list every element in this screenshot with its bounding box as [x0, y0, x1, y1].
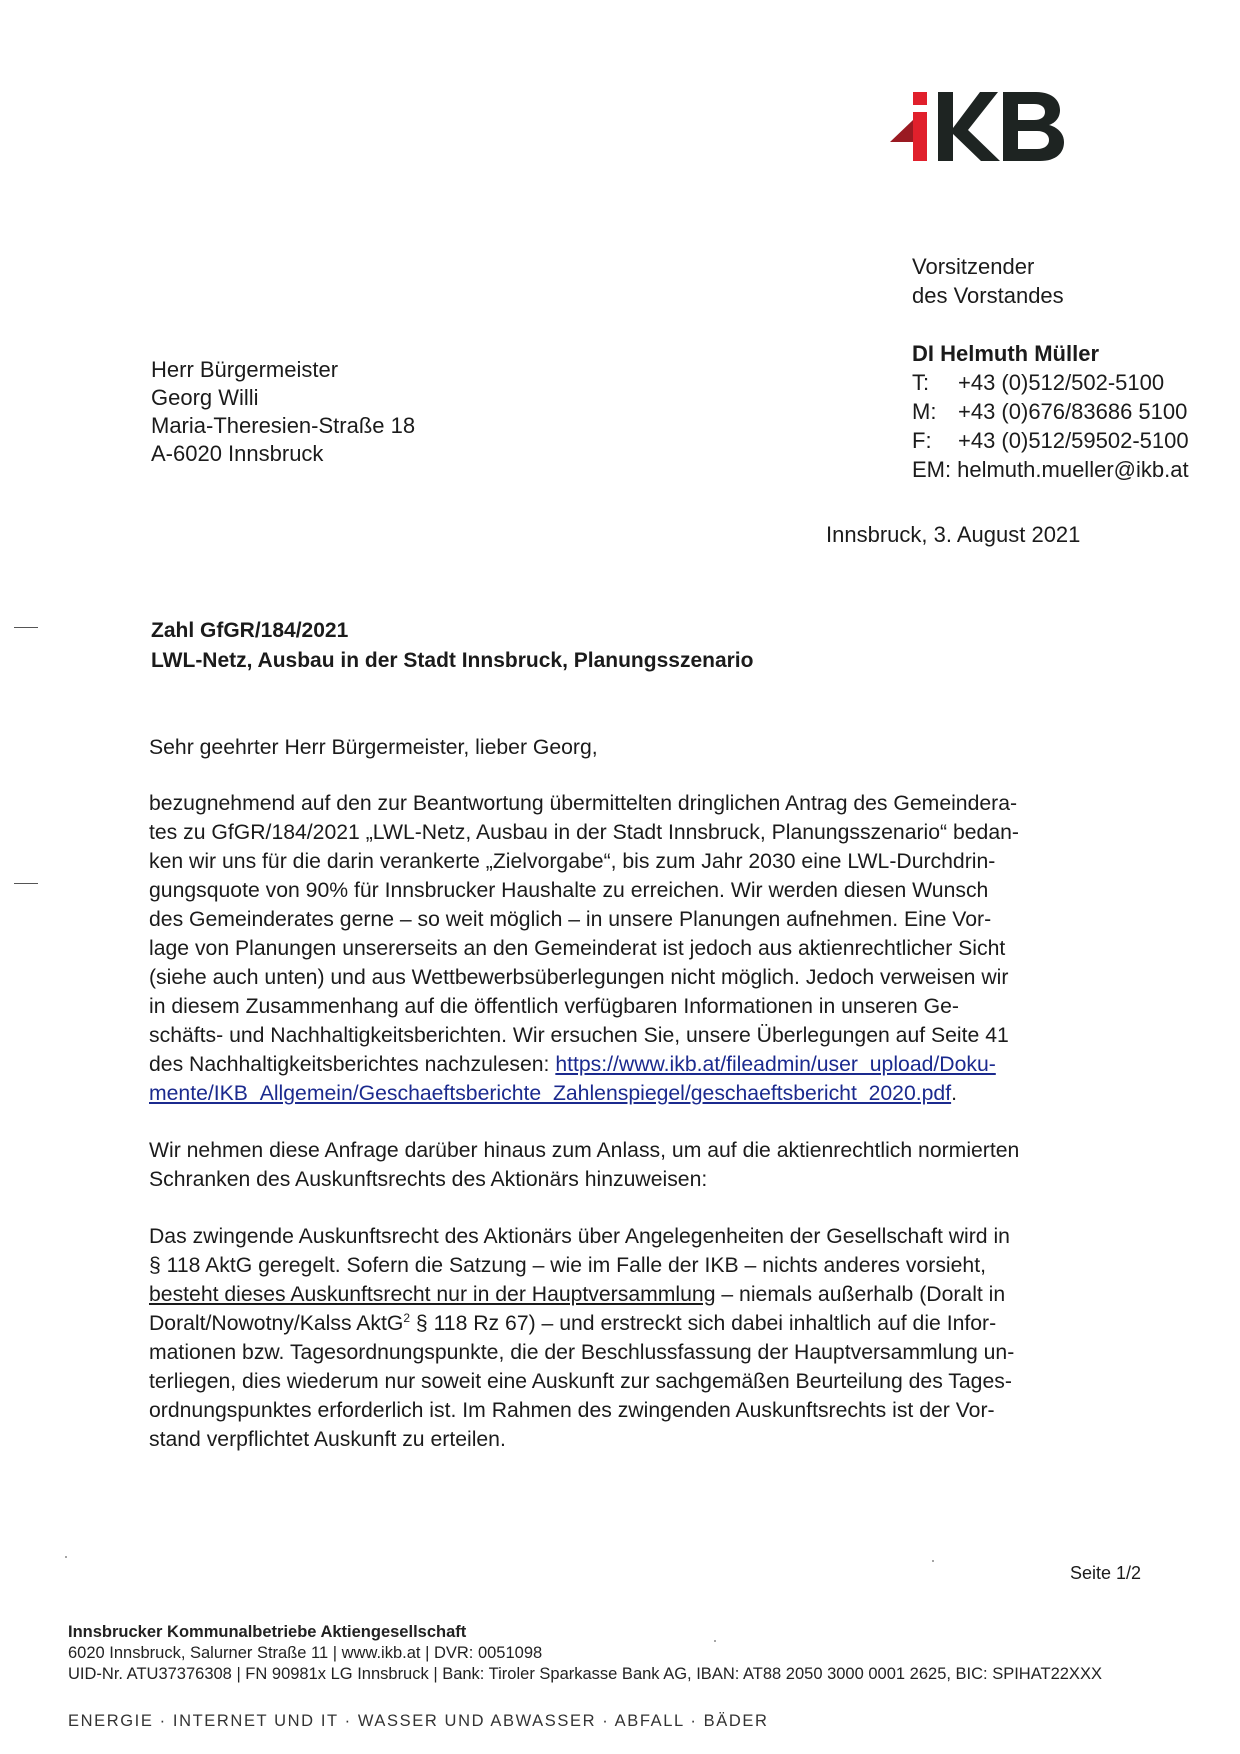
- link-suffix: .: [951, 1082, 957, 1105]
- body-line: ken wir uns für die darin verankerte „Zielvorgabe“, bis zum Jahr 2030 eine LWL-Durchdrin-: [149, 850, 996, 873]
- body-line: [149, 1280, 1089, 1309]
- contact-value: +43 (0)512/502-5100: [958, 370, 1165, 395]
- footer-business-sectors: ENERGIE · INTERNET UND IT · WASSER UND ABWASSER · ABFALL · BÄDER: [68, 1712, 769, 1730]
- contact-label: EM:: [912, 457, 952, 482]
- body-line: Das zwingende Auskunftsrecht des Aktionärs über Angelegenheiten der Gesellschaft wird in: [149, 1225, 1010, 1248]
- sender-block: [912, 252, 1189, 484]
- link-prefix: des Nachhaltigkeitsberichtes nachzulesen:: [149, 1053, 556, 1076]
- contact-email-value[interactable]: helmuth.mueller@ikb.at: [957, 457, 1189, 482]
- body-line: § 118 AktG geregelt. Sofern die Satzung – wie im Falle der IKB – nichts anderes vorsieht,: [149, 1254, 986, 1277]
- contact-label: F:: [912, 428, 932, 453]
- sender-name: DI Helmuth Müller: [912, 341, 1100, 366]
- body-line: Wir nehmen diese Anfrage darüber hinaus zum Anlass, um auf die aktienrechtlich normierten: [149, 1139, 1020, 1162]
- fold-mark-bottom: [14, 883, 38, 884]
- contact-fax: [912, 426, 1189, 455]
- body-text: – niemals außerhalb (Doralt in: [715, 1283, 1006, 1306]
- recipient-line2: Georg Willi: [151, 385, 259, 410]
- contact-mobile: [912, 397, 1189, 426]
- company-footer: [68, 1622, 1102, 1685]
- report-link-part2[interactable]: mente/IKB_Allgemein/Geschaeftsberichte_Zahlenspiegel/geschaeftsbericht_2020.pdf: [149, 1082, 952, 1105]
- page-number: Seite 1/2: [1070, 1563, 1142, 1583]
- body-line: in diesem Zusammenhang auf die öffentlich verfügbaren Informationen in unseren Ge-: [149, 995, 959, 1018]
- recipient-line1: Herr Bürgermeister: [151, 357, 339, 382]
- subject: [151, 616, 753, 676]
- scan-speck: [65, 1556, 67, 1558]
- fold-mark-top: [14, 627, 38, 628]
- paragraph-2: [149, 1136, 1089, 1194]
- body-line: Schranken des Auskunftsrechts des Aktionärs hinzuweisen:: [149, 1168, 708, 1191]
- ikb-logo: [888, 90, 1068, 166]
- letter-date: Innsbruck, 3. August 2021: [826, 522, 1081, 547]
- body-line-with-link: [149, 1079, 1089, 1108]
- paragraph-3: [149, 1222, 1089, 1454]
- underlined-emphasis: besteht dieses Auskunftsrecht nur in der Hauptversammlung: [149, 1283, 716, 1306]
- contact-label: T:: [912, 370, 930, 395]
- body-line: ordnungspunktes erforderlich ist. Im Rahmen des zwingenden Auskunftsrechts ist der Vor-: [149, 1399, 995, 1422]
- recipient-address: [151, 356, 415, 468]
- footer-address: 6020 Innsbruck, Salurner Straße 11 | www.ikb.at | DVR: 0051098: [68, 1644, 543, 1662]
- body-line: bezugnehmend auf den zur Beantwortung übermittelten dringlichen Antrag des Gemeindera-: [149, 792, 1018, 815]
- letter-body: [149, 733, 1089, 1454]
- contact-value: +43 (0)676/83686 5100: [958, 399, 1188, 424]
- contact-label: M:: [912, 399, 937, 424]
- contact-phone: [912, 368, 1189, 397]
- recipient-line3: Maria-Theresien-Straße 18: [151, 413, 416, 438]
- body-line: terliegen, dies wiederum nur soweit eine Auskunft zur sachgemäßen Beurteilung des Tages-: [149, 1370, 1012, 1393]
- paragraph-1: [149, 789, 1089, 1108]
- body-text: Doralt/Nowotny/Kalss AktG: [149, 1312, 404, 1335]
- salutation: Sehr geehrter Herr Bürgermeister, lieber Georg,: [149, 736, 598, 759]
- body-line: (siehe auch unten) und aus Wettbewerbsüberlegungen nicht möglich. Jedoch verweisen wir: [149, 966, 1009, 989]
- footer-registry: UID-Nr. ATU37376308 | FN 90981x LG Innsbruck | Bank: Tiroler Sparkasse Bank AG, IBAN: AT88 2050 3000 0001 2625, BIC: SPIHAT22XXX: [68, 1665, 1102, 1683]
- body-line: tes zu GfGR/184/2021 „LWL-Netz, Ausbau in der Stadt Innsbruck, Planungsszenario“ bedan-: [149, 821, 1019, 844]
- scan-speck: [932, 1560, 934, 1562]
- body-line: schäfts- und Nachhaltigkeitsberichten. Wir ersuchen Sie, unsere Überlegungen auf Seite 41: [149, 1024, 1009, 1047]
- body-line: stand verpflichtet Auskunft zu erteilen.: [149, 1428, 506, 1451]
- superscript: 2: [403, 1311, 411, 1325]
- contact-email: [912, 455, 1189, 484]
- contact-value: +43 (0)512/59502-5100: [958, 428, 1189, 453]
- footer-company-name: Innsbrucker Kommunalbetriebe Aktiengesellschaft: [68, 1623, 467, 1641]
- body-text: § 118 Rz 67) – und erstreckt sich dabei inhaltlich auf die Infor-: [410, 1312, 997, 1335]
- body-line: lage von Planungen unsererseits an den Gemeinderat ist jedoch aus aktienrechtlicher Sicht: [149, 937, 1006, 960]
- body-line: gungsquote von 90% für Innsbrucker Haushalte zu erreichen. Wir werden diesen Wunsch: [149, 879, 989, 902]
- sender-role-line1: Vorsitzender: [912, 254, 1035, 279]
- body-line: des Gemeinderates gerne – so weit möglich – in unsere Planungen aufnehmen. Eine Vor-: [149, 908, 992, 931]
- body-line: [149, 1309, 1089, 1338]
- body-line-with-link: [149, 1050, 1089, 1079]
- body-line: mationen bzw. Tagesordnungspunkte, die der Beschlussfassung der Hauptversammlung un-: [149, 1341, 1015, 1364]
- sender-role: [912, 252, 1189, 310]
- ikb-logo-icon: [888, 90, 1068, 166]
- sender-role-line2: des Vorstandes: [912, 283, 1064, 308]
- report-link-part1[interactable]: https://www.ikb.at/fileadmin/user_upload/Doku-: [555, 1053, 996, 1076]
- subject-reference: Zahl GfGR/184/2021: [151, 619, 349, 642]
- recipient-line4: A-6020 Innsbruck: [151, 441, 324, 466]
- subject-title: LWL-Netz, Ausbau in der Stadt Innsbruck, Planungsszenario: [151, 649, 754, 672]
